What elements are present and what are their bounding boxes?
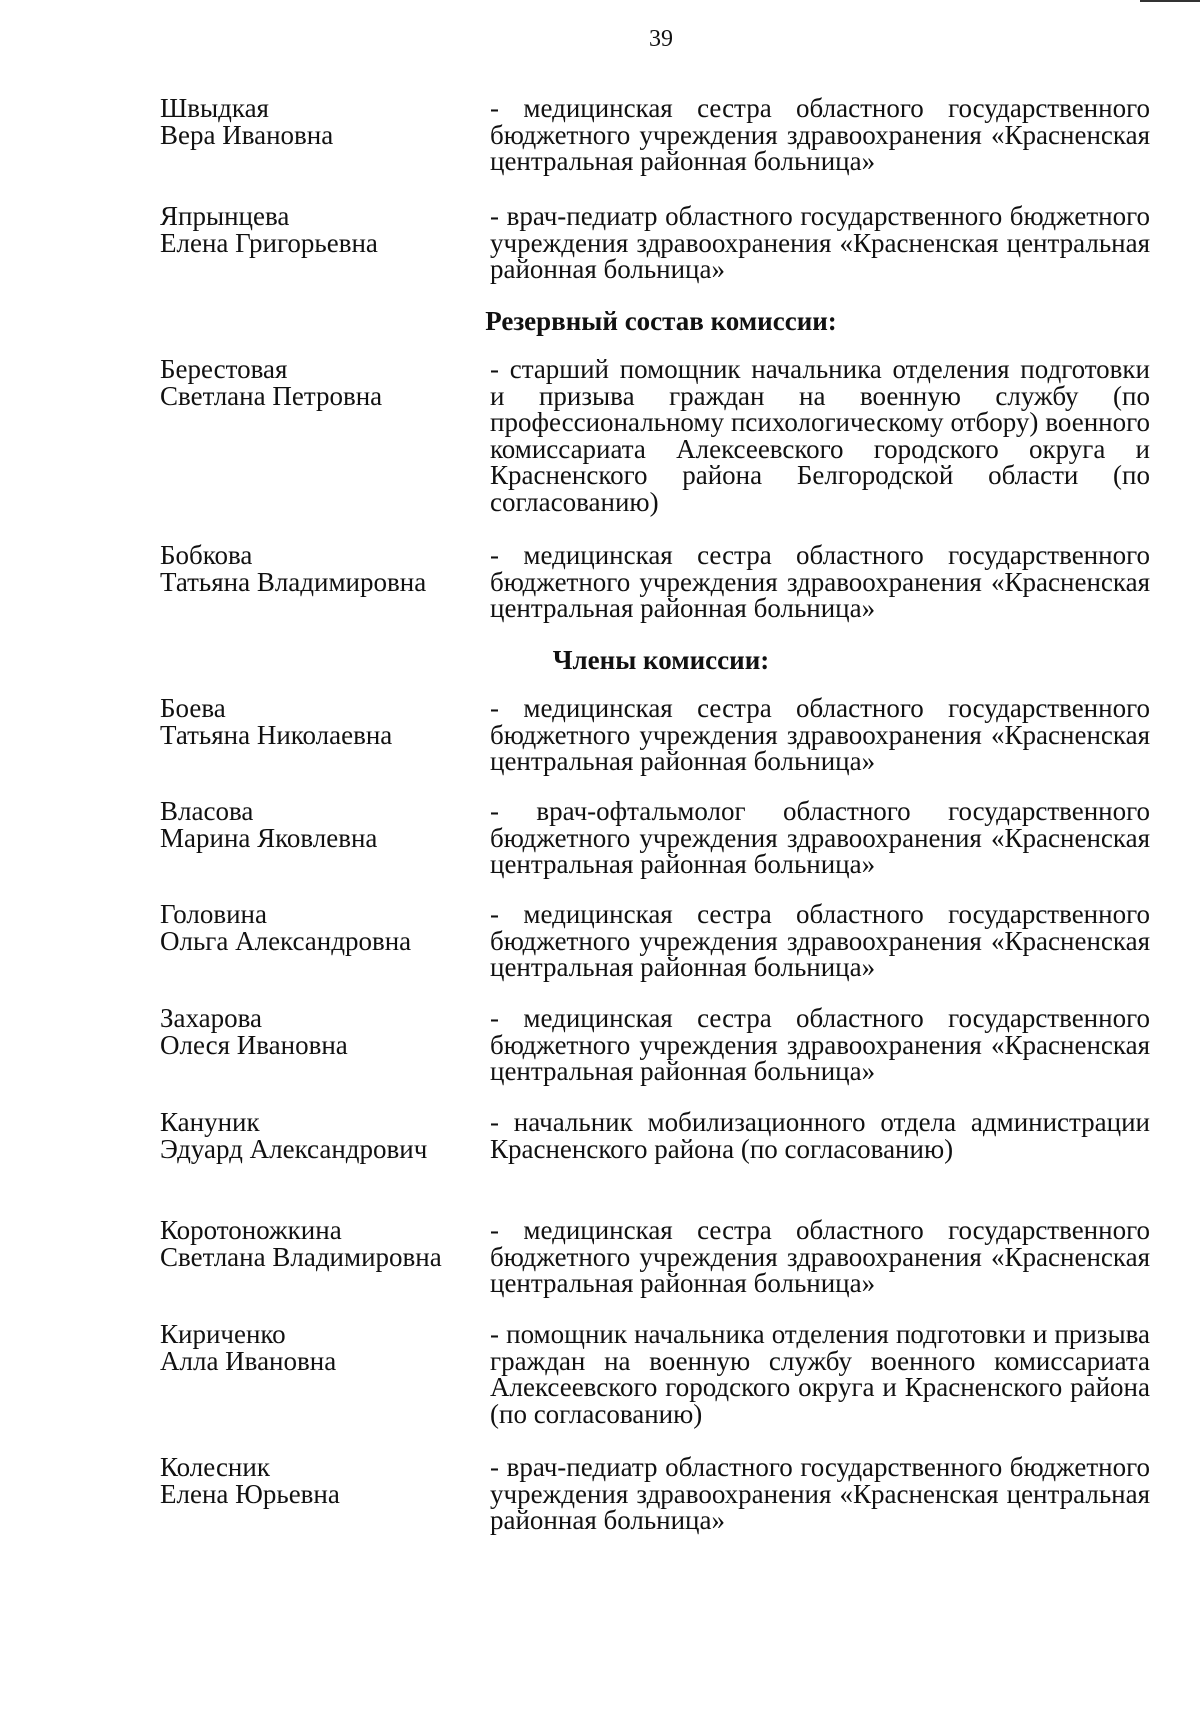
member-position: - медицинская сестра областного государственного бюджетного учреждения здравоохранения «Красненская центральная районная больница» [490, 1215, 1150, 1298]
member-surname: Бобкова [160, 540, 253, 570]
member-surname: Власова [160, 796, 254, 826]
member-surname: Боева [160, 693, 226, 723]
member-entry [160, 1109, 1150, 1162]
member-entry [160, 1217, 1150, 1297]
section-heading-members: Члены комиссии: [552, 645, 770, 675]
member-surname: Кириченко [160, 1319, 286, 1349]
member-given-names: Елена Юрьевна [160, 1478, 340, 1509]
member-position: - медицинская сестра областного государственного бюджетного учреждения здравоохранения «Красненская центральная районная больница» [490, 1003, 1150, 1086]
member-given-names: Ольга Александровна [160, 925, 412, 956]
member-position: - врач-офтальмолог областного государственного бюджетного учреждения здравоохранения «Красненская центральная районная больница» [490, 796, 1150, 879]
member-position: - помощник начальника отделения подготовки и призыва граждан на военную службу военного комиссариата Алексеевского городского округа и Красненского района (по согласованию) [490, 1319, 1150, 1429]
member-given-names: Алла Ивановна [160, 1345, 337, 1376]
member-given-names: Татьяна Николаевна [160, 719, 393, 750]
member-name [160, 1005, 490, 1085]
member-surname: Япрынцева [160, 201, 290, 231]
member-entry [160, 356, 1150, 515]
member-given-names: Олеся Ивановна [160, 1029, 348, 1060]
member-position: - старший помощник начальника отделения подготовки и призыва граждан на военную службу (по профессиональному психологическому отбору) военного комиссариата Алексеевского городского округа и Красненского района Белгородской области (по согласованию) [490, 354, 1150, 517]
member-name [160, 1109, 490, 1162]
member-name [160, 1454, 490, 1534]
member-surname: Головина [160, 899, 267, 929]
member-surname: Колесник [160, 1452, 270, 1482]
member-name [160, 695, 490, 775]
member-entry [160, 203, 1150, 283]
section-heading-reserve: Резервный состав комиссии: [485, 306, 837, 336]
member-name [160, 798, 490, 878]
member-given-names: Марина Яковлевна [160, 822, 378, 853]
member-position: - начальник мобилизационного отдела администрации Красненского района (по согласованию) [490, 1107, 1150, 1164]
member-name [160, 95, 490, 175]
member-name [160, 542, 490, 622]
member-surname: Швыдкая [160, 93, 269, 123]
member-surname: Берестовая [160, 354, 288, 384]
member-given-names: Эдуард Александрович [160, 1133, 428, 1164]
member-name [160, 1321, 490, 1427]
member-given-names: Светлана Петровна [160, 380, 383, 411]
page-number: 39 [649, 26, 673, 52]
member-name [160, 356, 490, 515]
member-surname: Коротоножкина [160, 1215, 342, 1245]
member-given-names: Светлана Владимировна [160, 1241, 442, 1272]
member-name [160, 901, 490, 981]
scan-edge-line [1140, 0, 1200, 2]
member-position: - медицинская сестра областного государственного бюджетного учреждения здравоохранения «Красненская центральная районная больница» [490, 899, 1150, 982]
member-position: - медицинская сестра областного государственного бюджетного учреждения здравоохранения «Красненская центральная районная больница» [490, 540, 1150, 623]
member-given-names: Вера Ивановна [160, 119, 334, 150]
member-entry [160, 798, 1150, 878]
member-surname: Захарова [160, 1003, 263, 1033]
member-entry [160, 95, 1150, 175]
member-entry [160, 695, 1150, 775]
member-entry [160, 542, 1150, 622]
member-position: - врач-педиатр областного государственного бюджетного учреждения здравоохранения «Красненская центральная районная больница» [490, 1452, 1150, 1535]
member-surname: Кануник [160, 1107, 260, 1137]
member-position: - медицинская сестра областного государственного бюджетного учреждения здравоохранения «Красненская центральная районная больница» [490, 693, 1150, 776]
member-entry [160, 1321, 1150, 1427]
member-position: - врач-педиатр областного государственного бюджетного учреждения здравоохранения «Красненская центральная районная больница» [490, 201, 1150, 284]
member-given-names: Татьяна Владимировна [160, 566, 427, 597]
member-name [160, 1217, 490, 1297]
member-entry [160, 1454, 1150, 1534]
member-position: - медицинская сестра областного государственного бюджетного учреждения здравоохранения «Красненская центральная районная больница» [490, 93, 1150, 176]
member-name [160, 203, 490, 283]
member-entry [160, 1005, 1150, 1085]
member-entry [160, 901, 1150, 981]
member-given-names: Елена Григорьевна [160, 227, 378, 258]
